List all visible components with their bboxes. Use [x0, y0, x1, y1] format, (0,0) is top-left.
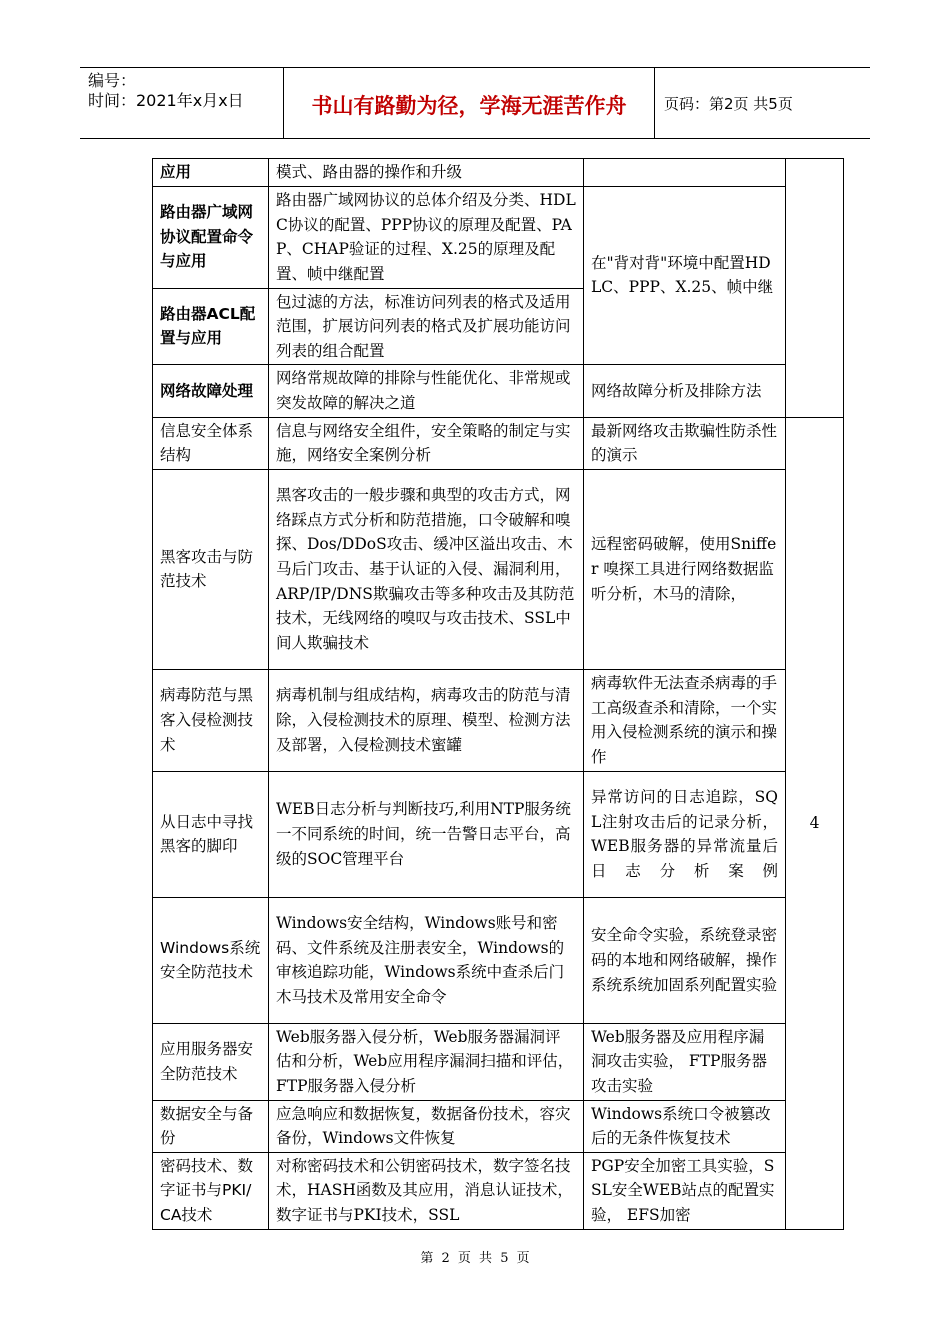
practice-cell: Web服务器及应用程序漏洞攻击实验， FTP服务器攻击实验 [584, 1023, 786, 1100]
content-cell: 黑客攻击的一般步骤和典型的攻击方式，网络踩点方式分析和防范措施，口令破解和嗅探、Dos/DDoS攻击、缓冲区溢出攻击、木马后门攻击、基于认证的入侵、漏洞利用，ARP/IP/DNS欺骗攻击等多种攻击及其防范技术，无线网络的嗅叹与攻击技术、SSL中间人欺骗技术 [269, 469, 584, 669]
table-row [153, 771, 844, 897]
content-cell: Web服务器入侵分析，Web服务器漏洞评估和分析，Web应用程序漏洞扫描和评估，FTP服务器入侵分析 [269, 1023, 584, 1100]
topic-cell: 黑客攻击与防范技术 [153, 469, 269, 669]
hours-cell [786, 159, 844, 418]
table-row [153, 1023, 844, 1100]
topic-cell: 从日志中寻找黑客的脚印 [153, 771, 269, 897]
topic-cell: 数据安全与备份 [153, 1100, 269, 1152]
topic-cell: 信息安全体系结构 [153, 417, 269, 469]
content-cell: WEB日志分析与判断技巧,利用NTP服务统一不同系统的时间，统一告警日志平台，高级的SOC管理平台 [269, 771, 584, 897]
table-row [153, 897, 844, 1023]
header-motto: 书山有路勤为径，学海无涯苦作舟 [311, 94, 627, 118]
practice-cell: 远程密码破解，使用Sniffer 嗅探工具进行网络数据监听分析，木马的清除， [584, 469, 786, 669]
table-row [153, 669, 844, 771]
content-cell: 网络常规故障的排除与性能优化、非常规或突发故障的解决之道 [269, 365, 584, 417]
table-row [153, 469, 844, 669]
topic-cell: 路由器广域网协议配置命令与应用 [153, 186, 269, 288]
content-cell: 病毒机制与组成结构，病毒攻击的防范与清除，入侵检测技术的原理、模型、检测方法及部署，入侵检测技术蜜罐 [269, 669, 584, 771]
topic-cell: 路由器ACL配置与应用 [153, 288, 269, 365]
header-divider [654, 68, 655, 138]
content-cell: 对称密码技术和公钥密码技术，数字签名技术，HASH函数及其应用，消息认证技术，数字证书与PKI技术，SSL [269, 1152, 584, 1229]
content-cell: Windows安全结构，Windows账号和密码、文件系统及注册表安全，Windows的审核追踪功能，Windows系统中查杀后门木马技术及常用安全命令 [269, 897, 584, 1023]
content-cell: 信息与网络安全组件，安全策略的制定与实施，网络安全案例分析 [269, 417, 584, 469]
topic-cell: Windows系统安全防范技术 [153, 897, 269, 1023]
table-row [153, 417, 844, 469]
practice-cell: 异常访问的日志追踪，SQL注射攻击后的记录分析， WEB服务器的异常流量后日志分析案例 [584, 771, 786, 897]
content-cell: 包过滤的方法，标准访问列表的格式及适用范围，扩展访问列表的格式及扩展功能访问列表的组合配置 [269, 288, 584, 365]
course-table [152, 158, 844, 1230]
header-meta [88, 71, 283, 111]
page-footer: 第 2 页 共 5 页 [420, 1251, 530, 1266]
practice-cell: 病毒软件无法查杀病毒的手工高级查杀和清除，一个实用入侵检测系统的演示和操作 [584, 669, 786, 771]
document-number-label: 编号： [88, 71, 137, 90]
content-cell: 模式、路由器的操作和升级 [269, 159, 584, 187]
topic-cell: 病毒防范与黑客入侵检测技术 [153, 669, 269, 771]
practice-cell: Windows系统口令被篡改后的无条件恢复技术 [584, 1100, 786, 1152]
practice-cell [584, 159, 786, 187]
practice-cell: 最新网络攻击欺骗性防杀性的演示 [584, 417, 786, 469]
content-cell: 路由器广域网协议的总体介绍及分类、HDLC协议的配置、PPP协议的原理及配置、PAP、CHAP验证的过程、X.25的原理及配置、帧中继配置 [269, 186, 584, 288]
page-header [80, 67, 870, 139]
practice-cell: 网络故障分析及排除方法 [584, 365, 786, 417]
topic-cell: 密码技术、数字证书与PKI/CA技术 [153, 1152, 269, 1229]
practice-cell: 安全命令实验，系统登录密码的本地和网络破解，操作系统系统加固系列配置实验 [584, 897, 786, 1023]
document-date: 时间：2021年x月x日 [88, 91, 244, 110]
topic-cell: 网络故障处理 [153, 365, 269, 417]
table-row [153, 1100, 844, 1152]
practice-cell: PGP安全加密工具实验，SSL安全WEB站点的配置实验， EFS加密 [584, 1152, 786, 1229]
topic-cell: 应用服务器安全防范技术 [153, 1023, 269, 1100]
table-row [153, 365, 844, 417]
topic-cell: 应用 [153, 159, 269, 187]
table-row [153, 1152, 844, 1229]
table-row [153, 159, 844, 187]
table-row [153, 186, 844, 288]
hours-cell: 4 [786, 417, 844, 1229]
header-page-info: 页码：第2页 共5页 [664, 95, 793, 113]
practice-cell: 在"背对背"环境中配置HDLC、PPP、X.25、帧中继 [584, 186, 786, 365]
content-cell: 应急响应和数据恢复，数据备份技术，容灾备份，Windows文件恢复 [269, 1100, 584, 1152]
